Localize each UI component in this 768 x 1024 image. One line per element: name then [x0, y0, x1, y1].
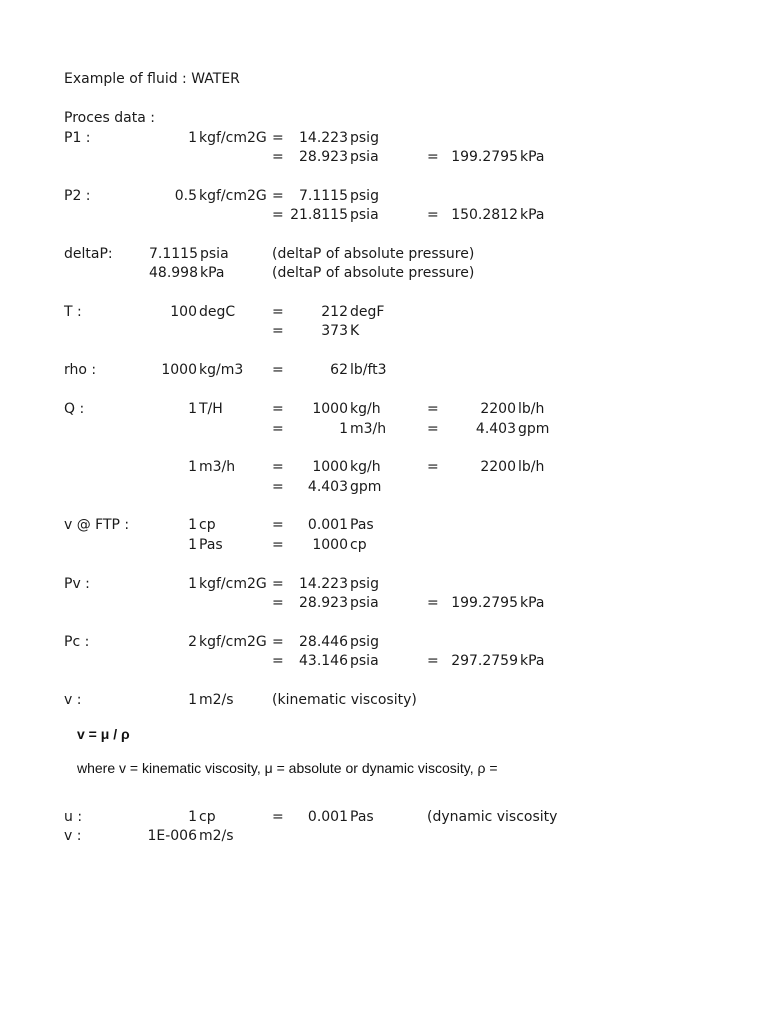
pv-kpa-unit: kPa — [520, 595, 545, 611]
p1-equals-3: = — [427, 149, 439, 165]
t-equals-2: = — [272, 323, 284, 339]
proces-label: Proces data : — [64, 110, 155, 126]
pc-kpa-unit: kPa — [520, 653, 545, 669]
nu-note: (kinematic viscosity) — [272, 692, 417, 708]
deltap-note-1: (deltaP of absolute pressure) — [272, 246, 475, 262]
pc-equals: = — [272, 634, 284, 650]
p2-psig-value: 7.1115 — [299, 188, 348, 204]
vftp-r2-cp-value: 1000 — [312, 537, 348, 553]
t-k-value: 373 — [321, 323, 348, 339]
p2-psig-unit: psig — [350, 188, 379, 204]
p2-kpa-unit: kPa — [520, 207, 545, 223]
p2-psia-unit: psia — [350, 207, 379, 223]
nu2-unit: m2/s — [199, 828, 234, 844]
p1-psig-value: 14.223 — [299, 130, 348, 146]
q-r4-gpm-unit: gpm — [350, 479, 382, 495]
q-r2-gpm-unit: gpm — [518, 421, 550, 437]
pc-label: Pc : — [64, 634, 90, 650]
mu-pas-unit: Pas — [350, 809, 374, 825]
q-r3-equals-2: = — [427, 459, 439, 475]
p1-psia-unit: psia — [350, 149, 379, 165]
pc-unit: kgf/cm2G — [199, 634, 267, 650]
t-unit: degC — [199, 304, 236, 320]
deltap-kpa-value: 48.998 — [149, 265, 198, 281]
q-r4-gpm-value: 4.403 — [307, 479, 348, 495]
p1-equals: = — [272, 130, 284, 146]
mu-value: 1 — [188, 809, 197, 825]
t-degf-value: 212 — [321, 304, 348, 320]
q-r2-equals-2: = — [427, 421, 439, 437]
t-equals: = — [272, 304, 284, 320]
pv-psia-unit: psia — [350, 595, 379, 611]
mu-pas-value: 0.001 — [307, 809, 348, 825]
deltap-label: deltaP: — [64, 246, 113, 262]
mu-label: u : — [64, 809, 83, 825]
pc-psia-value: 43.146 — [299, 653, 348, 669]
q-r3-lbh-value: 2200 — [480, 459, 516, 475]
p2-equals: = — [272, 188, 284, 204]
q-r2-m3h-unit: m3/h — [350, 421, 387, 437]
p2-kpa-value: 150.2812 — [451, 207, 518, 223]
vftp-label: v @ FTP : — [64, 517, 130, 533]
deltap-note-2: (deltaP of absolute pressure) — [272, 265, 475, 281]
mu-equals: = — [272, 809, 284, 825]
q-r1-kgh-unit: kg/h — [350, 401, 381, 417]
pv-equals: = — [272, 576, 284, 592]
q-r1-value: 1 — [188, 401, 197, 417]
pc-psig-unit: psig — [350, 634, 379, 650]
rho-value: 1000 — [161, 362, 197, 378]
pv-equals-2: = — [272, 595, 284, 611]
q-r3-value: 1 — [188, 459, 197, 475]
mu-unit: cp — [199, 809, 216, 825]
pv-psig-value: 14.223 — [299, 576, 348, 592]
q-r2-m3h-value: 1 — [339, 421, 348, 437]
p2-equals-2: = — [272, 207, 284, 223]
p1-psig-unit: psig — [350, 130, 379, 146]
pc-kpa-value: 297.2759 — [451, 653, 518, 669]
viscosity-formula: v = μ / ρ — [77, 726, 130, 742]
p2-label: P2 : — [64, 188, 91, 204]
nu-unit: m2/s — [199, 692, 234, 708]
q-r3-unit: m3/h — [199, 459, 236, 475]
deltap-psia-unit: psia — [200, 246, 229, 262]
p1-kpa-value: 199.2795 — [451, 149, 518, 165]
pv-value: 1 — [188, 576, 197, 592]
q-r1-lbh-unit: lb/h — [518, 401, 545, 417]
pv-psig-unit: psig — [350, 576, 379, 592]
p2-unit: kgf/cm2G — [199, 188, 267, 204]
mu-note: (dynamic viscosity — [427, 809, 558, 825]
rho-lbft3-value: 62 — [330, 362, 348, 378]
q-r3-equals: = — [272, 459, 284, 475]
pv-kpa-value: 199.2795 — [451, 595, 518, 611]
rho-lbft3-unit: lb/ft3 — [350, 362, 387, 378]
q-r1-equals-2: = — [427, 401, 439, 417]
pc-psig-value: 28.446 — [299, 634, 348, 650]
pv-equals-3: = — [427, 595, 439, 611]
deltap-kpa-unit: kPa — [200, 265, 225, 281]
page-title: Example of fluid : WATER — [64, 71, 240, 87]
q-r2-equals: = — [272, 421, 284, 437]
pc-equals-2: = — [272, 653, 284, 669]
t-label: T : — [64, 304, 82, 320]
rho-unit: kg/m3 — [199, 362, 244, 378]
vftp-r1-pas-unit: Pas — [350, 517, 374, 533]
q-r1-lbh-value: 2200 — [480, 401, 516, 417]
pv-psia-value: 28.923 — [299, 595, 348, 611]
vftp-r1-unit: cp — [199, 517, 216, 533]
nu-label: v : — [64, 692, 82, 708]
q-r1-unit: T/H — [199, 401, 223, 417]
q-r3-kgh-unit: kg/h — [350, 459, 381, 475]
vftp-r2-value: 1 — [188, 537, 197, 553]
p1-equals-2: = — [272, 149, 284, 165]
pc-equals-3: = — [427, 653, 439, 669]
nu2-label: v : — [64, 828, 82, 844]
vftp-r1-pas-value: 0.001 — [307, 517, 348, 533]
pc-value: 2 — [188, 634, 197, 650]
rho-label: rho : — [64, 362, 97, 378]
vftp-r1-value: 1 — [188, 517, 197, 533]
pv-label: Pv : — [64, 576, 90, 592]
q-r2-gpm-value: 4.403 — [475, 421, 516, 437]
q-r1-kgh-value: 1000 — [312, 401, 348, 417]
deltap-psia-value: 7.1115 — [149, 246, 198, 262]
p2-equals-3: = — [427, 207, 439, 223]
p1-kpa-unit: kPa — [520, 149, 545, 165]
q-r4-equals: = — [272, 479, 284, 495]
t-k-unit: K — [350, 323, 360, 339]
t-value: 100 — [170, 304, 197, 320]
vftp-r2-unit: Pas — [199, 537, 223, 553]
formula-description: where v = kinematic viscosity, μ = absolute or dynamic viscosity, ρ = — [77, 760, 498, 776]
vftp-r2-equals: = — [272, 537, 284, 553]
rho-equals: = — [272, 362, 284, 378]
pc-psia-unit: psia — [350, 653, 379, 669]
p2-value: 0.5 — [174, 188, 197, 204]
vftp-r2-cp-unit: cp — [350, 537, 367, 553]
pv-unit: kgf/cm2G — [199, 576, 267, 592]
p2-psia-value: 21.8115 — [290, 207, 348, 223]
q-label: Q : — [64, 401, 85, 417]
p1-label: P1 : — [64, 130, 91, 146]
nu2-value: 1E-006 — [147, 828, 197, 844]
t-degf-unit: degF — [350, 304, 385, 320]
nu-value: 1 — [188, 692, 197, 708]
p1-value: 1 — [188, 130, 197, 146]
vftp-r1-equals: = — [272, 517, 284, 533]
p1-unit: kgf/cm2G — [199, 130, 267, 146]
q-r1-equals: = — [272, 401, 284, 417]
p1-psia-value: 28.923 — [299, 149, 348, 165]
q-r3-lbh-unit: lb/h — [518, 459, 545, 475]
q-r3-kgh-value: 1000 — [312, 459, 348, 475]
